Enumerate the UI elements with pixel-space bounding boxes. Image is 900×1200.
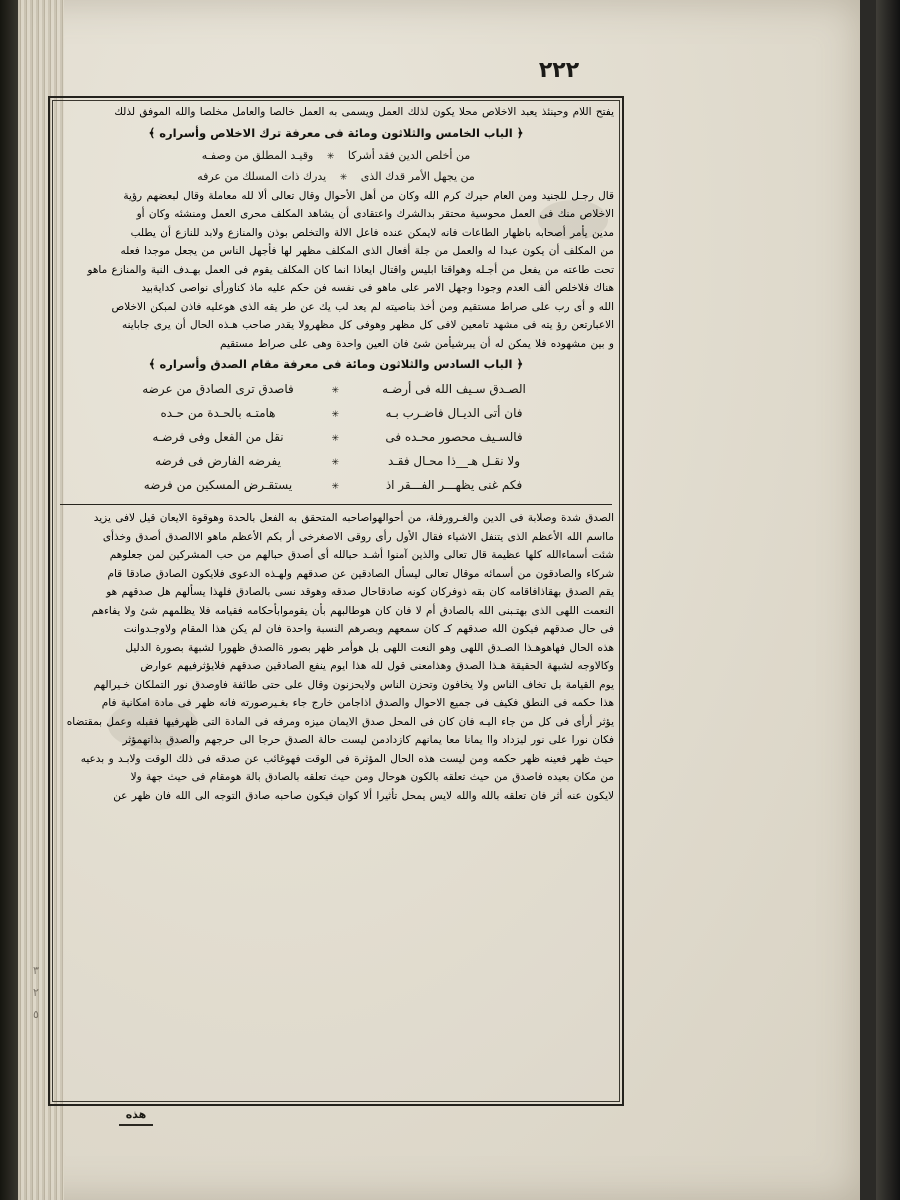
chapter-heading-135: ﴿ الباب الخامس والثلاثون ومائة فى معرفة ترك الاخلاص وأسراره ﴾ bbox=[148, 125, 524, 140]
edge-mark: ٣ bbox=[33, 964, 39, 977]
verse-hemistich-left: هامتـه بالحـدة من حـده bbox=[160, 406, 276, 420]
verse-hemistich-left: يفرضه الفارض فى فرضه bbox=[155, 454, 281, 468]
verse-line bbox=[58, 474, 614, 498]
verse-hemistich-right: الصـدق سـيف الله فى أرضـه bbox=[382, 382, 526, 396]
book-spine-shadow bbox=[876, 0, 900, 1200]
text-column bbox=[58, 104, 614, 804]
paragraph-line: شركاء والصادقون من أسمائه موقال تعالى ليسأل الصادقين عن صدقهم ولهـذه الدعوى فلايكون الصادق صادقا قام bbox=[107, 567, 614, 580]
paragraph-line: شئت أسماءالله كلها عظيمة قال تعالى والذين آمنوا أشـد حبالله أى أصدق حبالهم من حب المشركين لمن جعلوهم bbox=[109, 549, 614, 561]
paragraph-line: لايكون عنه أثر فان تعلقه بالله والله لايس يمحل تأثيرا ألا كوان فيكون صاحبه صادق التوجه الى الله فان ظهر عن bbox=[113, 789, 614, 802]
verse-hemistich-right: ولا نقـل هـ__ذا محـال فقـد bbox=[387, 454, 521, 468]
aphorism-left: يدرك ذات المسلك من عرفه bbox=[197, 169, 327, 183]
paragraph-line: تحت طاعته من يفعل من أجـله وهواقتا ابليس واقتال ايعاذا انما كان المكلف يقوم فى العمل بهـدف النية والمنازع ماهو bbox=[87, 263, 614, 276]
aphorism-line-1 bbox=[58, 146, 614, 167]
paragraph-line: يؤثر أرأى فى كل من جاء اليـه فان كان فى المحل صدق الايمان ميزه ومرفه فى المادة التى ظهرفيها فقبله وعمل بمقتضاه bbox=[66, 715, 614, 728]
paragraph-line: فى حال صدقهم فيكون الله صدقهم كـ كان سمعهم وبصرهم النسبة واحدة فان لم يكن هذا المقام ولاوجـدوانت bbox=[123, 623, 614, 635]
paragraph-line: هذه الحال فهاهوهـذا الصـدق اللهى وهو النعت اللهى بل هوأمر ظهر بصور ةالصدق ظهورا لشبهة بصورة الدليل bbox=[125, 641, 614, 654]
horizontal-rule bbox=[60, 504, 612, 505]
aphorism-right: من يجهل الأمر قدك الذى bbox=[360, 169, 475, 183]
verse-line bbox=[58, 426, 614, 450]
aphorism-right: من أخلص الدين فقد أشركا bbox=[347, 148, 471, 162]
star-ornament-icon: ✳ bbox=[339, 172, 348, 183]
verse-hemistich-left: فاصدق ترى الصادق من عرضه bbox=[142, 382, 294, 396]
paragraph-line: هناك فلاخلص ألف العدم وجودا وجهل الامر على ماهو فى نفسه فن حكم عليه ماذ كناورأى نواصى كدايةبيد bbox=[141, 282, 614, 294]
paragraph-line: قال رجـل للجنيد ومن العام حيرك كرم الله وكان من أهل الأحوال وقال تعالى ألا لله معاملة وقال لبعضهم رؤية bbox=[123, 189, 614, 202]
catchword bbox=[76, 1108, 196, 1126]
paragraph-line: يقم الصدق بهقاذافاقامه كان بقه ذوفركان كونه صادقاحال صدقه وهوقد نسى بالصادق فلهذا يسألهم هل صدقهم هو bbox=[106, 586, 614, 598]
verse-line bbox=[58, 402, 614, 426]
paragraph-line: الصدق شدة وصلابة فى الدين والغـرورفلة، من أحوالهواصاحبه المتحقق به الفعل بالحدة وهوقوة الايعان قيل لافى يزيد bbox=[93, 512, 614, 524]
paragraph-line: حيث ظهر فعينه ظهر حكمه ومن ليست هذه الحال المؤثرة فى الوقت فهوغائب عن صدقه فى ذلك الوقت ولابـد و بدعيه bbox=[80, 752, 614, 765]
star-ornament-icon: ✳ bbox=[331, 482, 341, 492]
aphorism-left: وقيـد المطلق من وصفـه bbox=[201, 148, 314, 162]
top-line: يفتح اللام وحينئذ يعبد الاخلاص محلا يكون لذلك العمل ويسمى به العمل خالصا والعامل مخلصا والله الموفق لذلك bbox=[114, 106, 614, 118]
paragraph-line: فكان نورا على نور ليزداد واا يمانا معا يمانهم كازدادمن ليست حالة الصدق حرجا الى حرجهم والصدق بذاتهمؤثر bbox=[122, 734, 614, 746]
paragraph-line: الاخلاص منك فى العمل محوسية محتقر بدالشرك واعتقادى أن يشاهد المكلف محرى العمل ومنشئه وكان أو bbox=[136, 208, 614, 220]
edge-marginal-marks bbox=[22, 960, 50, 1026]
paragraph-line: النعمت اللهى الذى بهتـبنى الله بالصادق أم لا فان كان هوطالبهم بأن يقوموابأحكامه فقيامه فلا يظلمهم شئ ولا يفاءهم bbox=[91, 604, 614, 617]
verse-line bbox=[58, 450, 614, 474]
paragraph-line: مدين يأمر أصحابه باظهار الطاعات فانه لايمكن عنده فاعل الالة والتخلص بوذن والمنازع ولابد للنازع أن يطلب bbox=[130, 226, 614, 239]
paragraph-line: هذا حكمه فى النطق فكيف فى جميع الاحوال والصدق اذاجامن خارج جاء بغـيرصورته فانه ظهر فى مادة امكانية فام bbox=[101, 697, 614, 709]
paragraph-line: الاعبارتعن رؤ يته فى مشهد تامعين لافى كل مظهر وهوفى كل مظهرولا يقدر صاحب هـذه الحال أن يرى جاباينه bbox=[121, 319, 614, 331]
verse-line bbox=[58, 378, 614, 402]
paragraph-line: من مكان بعيده فاصدق من حيث تعلقه بالكون هوحال ومن حيث تعلقه بالصادق بالة هومقام فى حيث جهة ولا bbox=[130, 771, 614, 783]
text-frame bbox=[48, 96, 624, 1106]
verse-hemistich-right: فالسـيف محصور محـده فى bbox=[385, 430, 523, 444]
star-ornament-icon: ✳ bbox=[331, 458, 341, 468]
verse-hemistich-right: فان أتى الديـال فاضـرب بـه bbox=[385, 406, 523, 420]
verse-hemistich-left: يستقـرض المسكين من فرضه bbox=[143, 478, 293, 492]
paragraph-line: و بين مشهوده فلا يمكن له أن يبرشيأمن شئ فان العين واحدة وهى على صراط مستقيم bbox=[220, 337, 614, 350]
paragraph-line: مااسم الله الأعظم الذى يتنفل الاشياء فقال الأول رأى روقى الاصغرخى أر بكم الأعظم ماهو الاالصدق أصدق وخذأى bbox=[102, 530, 614, 543]
catchword-text: هذه bbox=[125, 1108, 147, 1121]
paragraph-line: من المكلف أن يكون عبدا له والعمل من جلة أفعال الذى المكلف مظهر لها فأجهل الناس من يجعل موجدا فعله bbox=[120, 245, 614, 257]
book-gutter-shadow bbox=[0, 0, 18, 1200]
star-ornament-icon: ✳ bbox=[331, 434, 341, 444]
paragraph-line: وكالاوجه لشبهة الحقيقة هـذا الصدق وهذامعنى قول لله هذا ايوم ينفع الصادقين صدقهم فلايؤثرفيهم عوارض bbox=[140, 660, 614, 672]
star-ornament-icon: ✳ bbox=[331, 386, 341, 396]
paragraph-line: يوم القيامة بل تخاف الناس ولا يخافون وتحزن الناس ولايحزنون وقال على حتى طائفة فاوصدق نور التملكان خـيرالهم bbox=[93, 678, 614, 691]
page-number: ٢٢٢ bbox=[538, 58, 580, 83]
poem-block bbox=[58, 378, 614, 498]
verse-hemistich-left: نقل من الفعل وفى فرضـه bbox=[152, 430, 284, 444]
page-leaf bbox=[18, 0, 860, 1200]
catchword-rule bbox=[119, 1124, 153, 1126]
aphorism-line-2 bbox=[58, 167, 614, 188]
chapter-heading-136: ﴿ الباب السادس والثلاثون ومائة فى معرفة مقام الصدق وأسراره ﴾ bbox=[148, 357, 524, 371]
star-ornament-icon: ✳ bbox=[331, 410, 341, 420]
verse-hemistich-right: فكم غنى يظهـــر الفـــقر اذ bbox=[385, 478, 523, 492]
edge-mark: ٥ bbox=[33, 1008, 39, 1021]
star-ornament-icon: ✳ bbox=[326, 151, 335, 162]
paragraph-line: الله و أى رب على صراط مستقيم ومن أخذ بناصيته لم يعد لب يك عن طر يقه الذى هوعليه فاذن لمبكن الاخلاص bbox=[111, 300, 614, 313]
edge-mark: ٢ bbox=[33, 986, 39, 999]
